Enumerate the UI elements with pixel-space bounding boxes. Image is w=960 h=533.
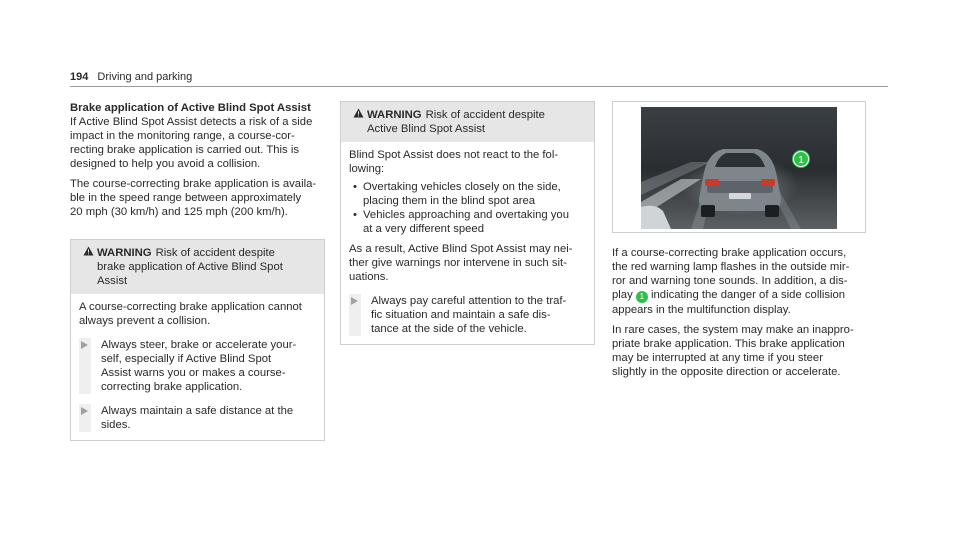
section-title: Driving and parking [97, 71, 193, 83]
line: As a result, Active Blind Spot Assist may nei- [349, 243, 573, 255]
warning-result [349, 242, 586, 284]
line: Blind Spot Assist does not react to the fol- [349, 149, 559, 161]
action-bar [79, 338, 91, 394]
warning-body [71, 294, 324, 440]
line: If Active Blind Spot Assist detects a risk of a side [70, 116, 313, 128]
warning-header [341, 102, 594, 142]
action-item [79, 338, 316, 394]
warning-title [97, 246, 316, 288]
warning-body [341, 142, 594, 344]
line: Overtaking vehicles closely on the side, [363, 181, 561, 193]
line: ble in the speed range between approximately [70, 192, 302, 204]
warning-triangle-icon [83, 246, 94, 256]
line: at a very different speed [363, 223, 484, 235]
line: Always steer, brake or accelerate your- [101, 339, 297, 351]
line: Assist warns you or makes a course- [101, 367, 286, 379]
page-number: 194 [70, 71, 89, 83]
line: recting brake application is carried out. This is [70, 144, 299, 156]
blind-spot-illustration [641, 107, 837, 229]
line: sides. [101, 419, 131, 431]
section-heading: Brake application of Active Blind Spot Assist [70, 102, 311, 114]
callout-badge-number: 1 [639, 292, 645, 301]
line: play [612, 289, 633, 301]
line: appears in the multifunction display. [612, 304, 791, 316]
callout-number: 1 [798, 155, 804, 166]
line: indicating the danger of a side collision [651, 289, 846, 301]
line: lowing: [349, 163, 385, 175]
line: Risk of accident despite [425, 109, 545, 121]
line: ther give warnings nor intervene in such sit- [349, 257, 567, 269]
line: placing them in the blind spot area [363, 195, 536, 207]
list-item [349, 180, 586, 208]
action-item [349, 294, 586, 336]
arrow-right-icon [81, 407, 88, 415]
column-left [70, 101, 325, 441]
warning-box [340, 101, 595, 345]
action-item [79, 404, 316, 432]
line: correcting brake application. [101, 381, 243, 393]
line: may be interrupted at any time if you steer [612, 352, 823, 364]
line: brake application of Active Blind Spot [97, 261, 283, 273]
warning-label: WARNING [367, 109, 422, 121]
warning-text [79, 300, 316, 328]
illustration-frame [612, 101, 866, 233]
warning-title [367, 108, 586, 136]
line: designed to help you avoid a collision. [70, 158, 261, 170]
warning-label: WARNING [97, 247, 152, 259]
action-text [101, 404, 316, 432]
warning-intro [349, 148, 586, 176]
line: The course-correcting brake application is availa- [70, 178, 317, 190]
callout-badge [636, 291, 648, 303]
arrow-right-icon [81, 341, 88, 349]
header-rule [70, 86, 888, 87]
bullet-list [349, 180, 586, 236]
line: 20 mph (30 km/h) and 125 mph (200 km/h). [70, 206, 288, 218]
column-middle [340, 101, 595, 345]
list-item [349, 208, 586, 236]
line: Assist [97, 275, 128, 287]
line: self, especially if Active Blind Spot [101, 353, 272, 365]
line: tance at the side of the vehicle. [371, 323, 527, 335]
column-right [612, 101, 867, 379]
intro-paragraph [70, 115, 325, 171]
arrow-right-icon [351, 297, 358, 305]
action-bar [79, 404, 91, 432]
line: slightly in the opposite direction or accelerate. [612, 366, 841, 378]
action-bar [349, 294, 361, 336]
line: impact in the monitoring range, a course-cor- [70, 130, 295, 142]
line: always prevent a collision. [79, 315, 211, 327]
line: Active Blind Spot Assist [367, 123, 486, 135]
line: the red warning lamp flashes in the outside mir- [612, 261, 850, 273]
speed-range-paragraph [70, 177, 325, 219]
line: priate brake application. This brake application [612, 338, 845, 350]
line: If a course-correcting brake application occurs, [612, 247, 847, 259]
line: fic situation and maintain a safe dis- [371, 309, 551, 321]
line: Always maintain a safe distance at the [101, 405, 294, 417]
line: ror and warning tone sounds. In addition, a dis- [612, 275, 848, 287]
line: Risk of accident despite [155, 247, 275, 259]
description-paragraph [612, 246, 867, 317]
action-text [371, 294, 586, 336]
rare-cases-paragraph [612, 323, 867, 379]
line: A course-correcting brake application cannot [79, 301, 302, 313]
warning-header [71, 240, 324, 294]
line: Always pay careful attention to the traf- [371, 295, 567, 307]
line: In rare cases, the system may make an inappro- [612, 324, 854, 336]
page-header [70, 70, 192, 84]
warning-box [70, 239, 325, 441]
line: Vehicles approaching and overtaking you [363, 209, 569, 221]
action-text [101, 338, 316, 394]
line: uations. [349, 271, 389, 283]
warning-triangle-icon [353, 108, 364, 118]
